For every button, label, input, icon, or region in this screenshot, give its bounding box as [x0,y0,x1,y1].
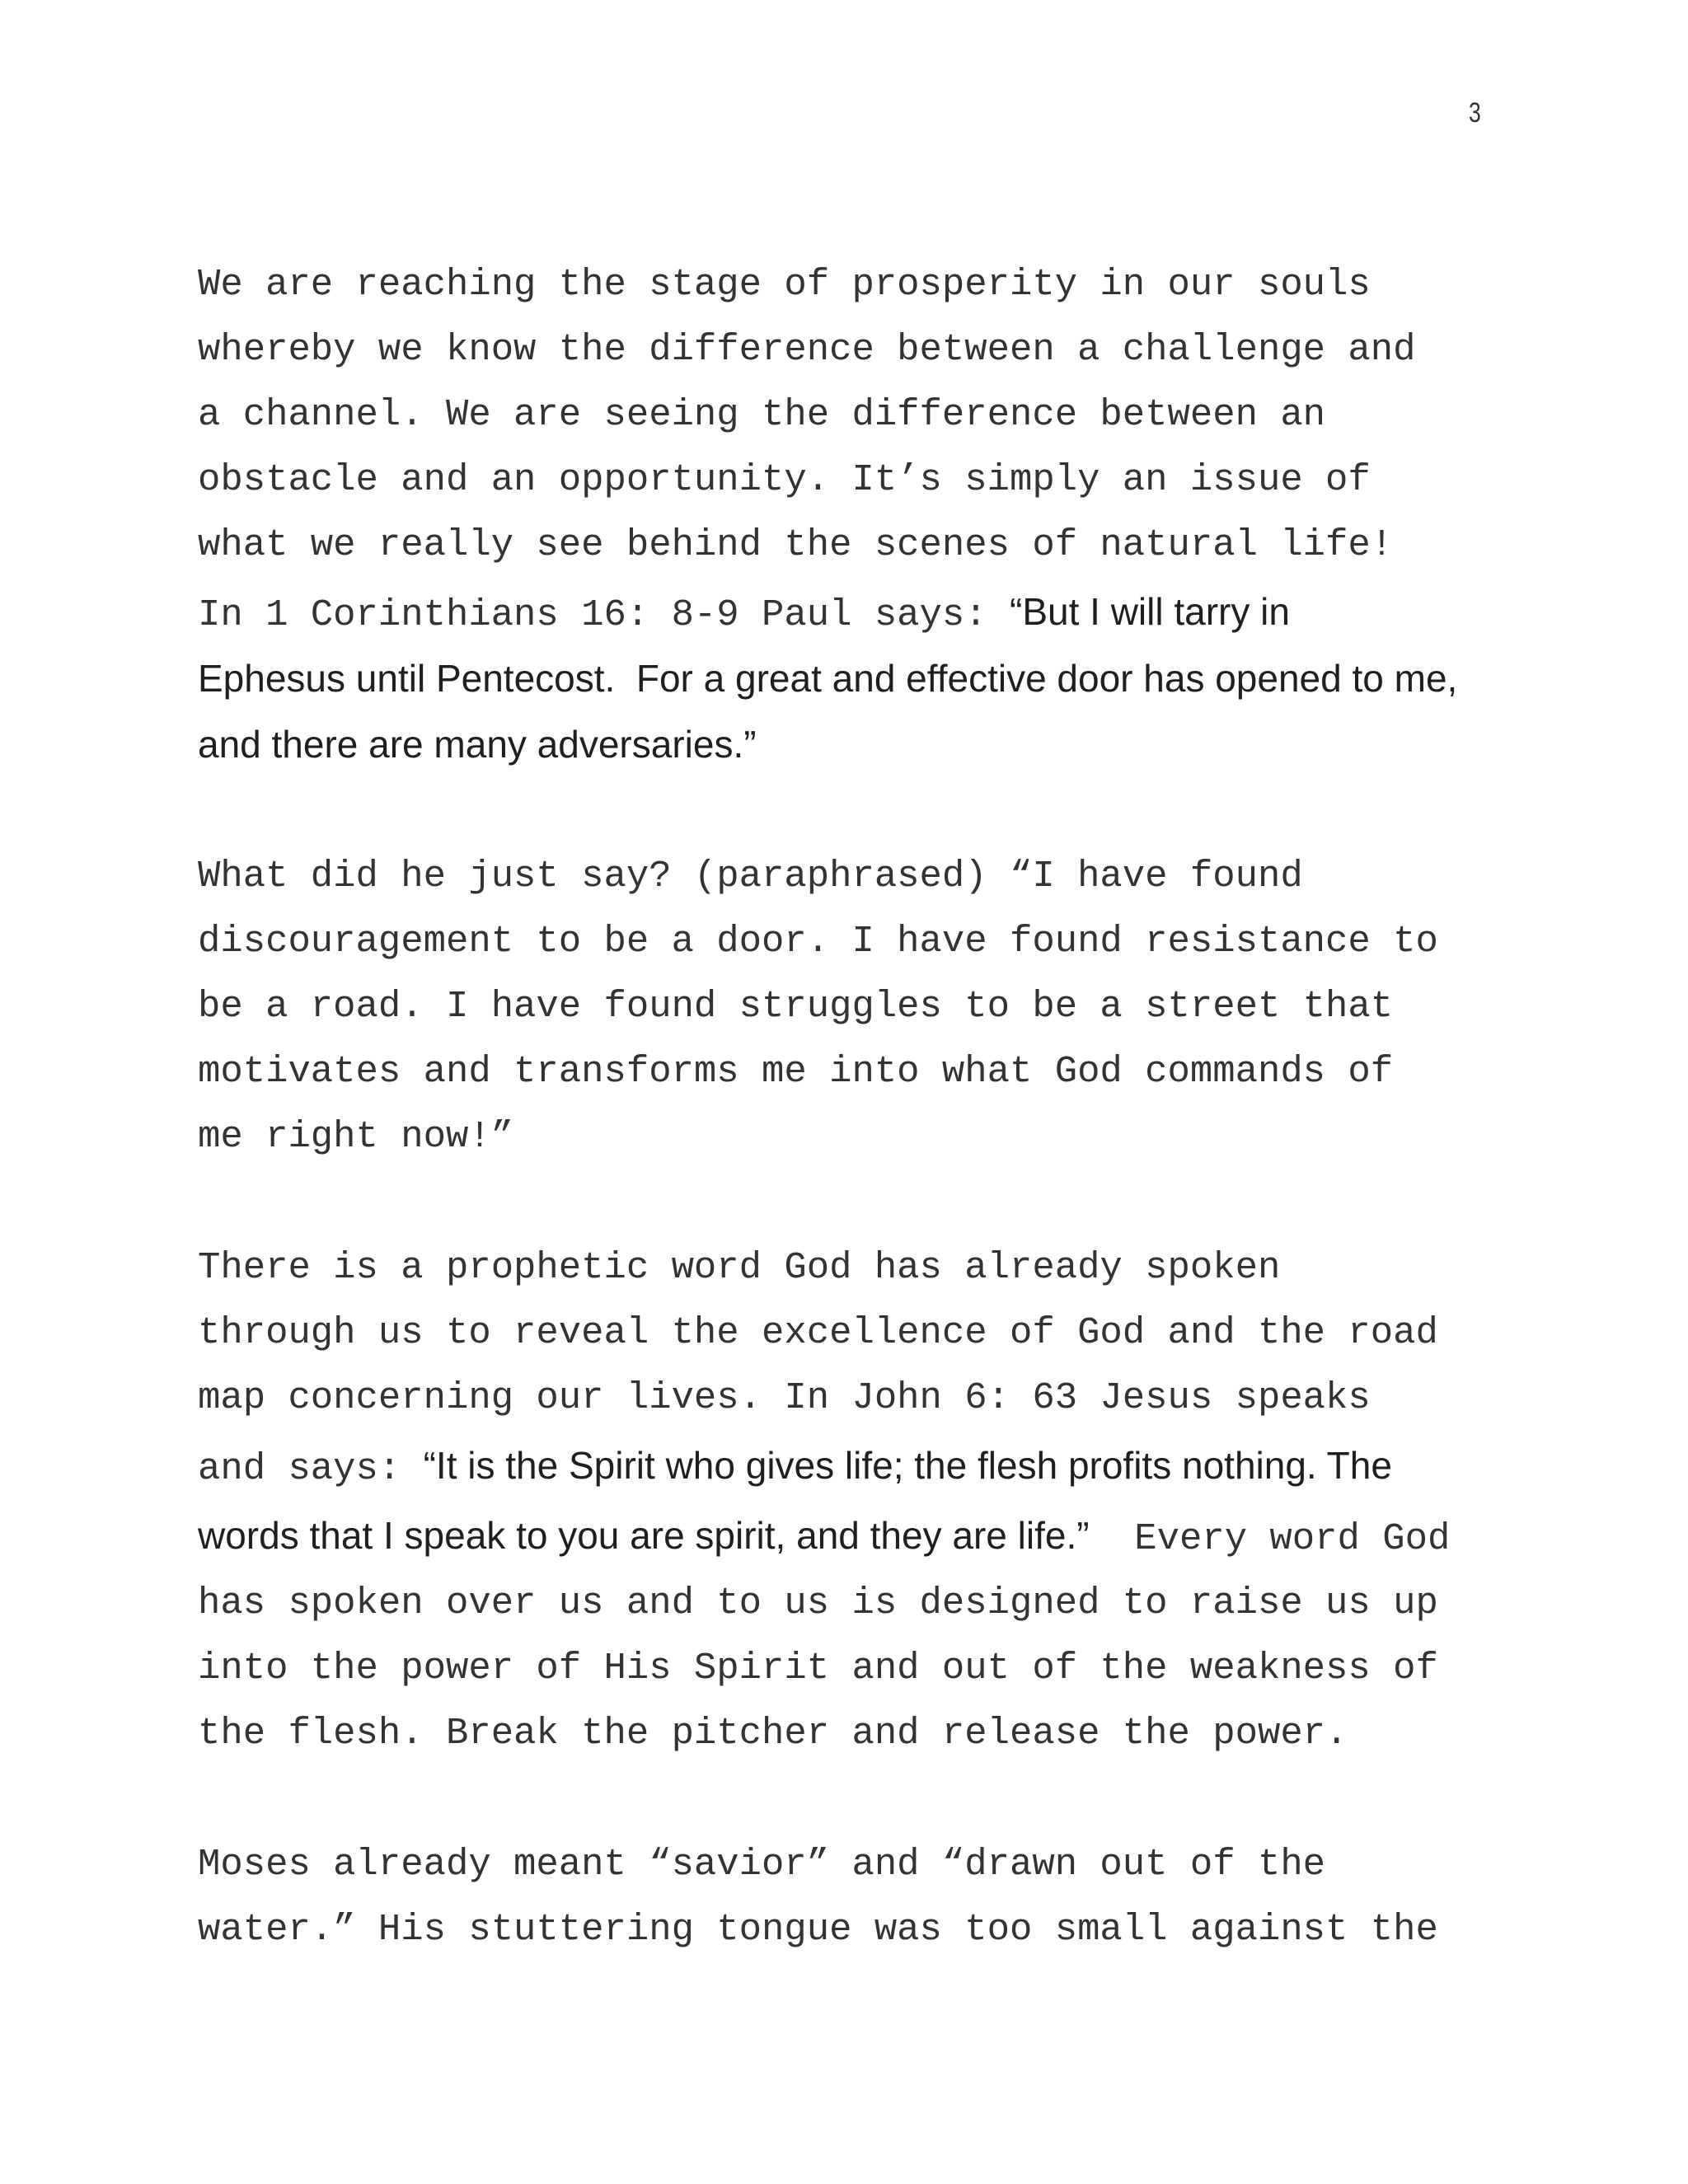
text-line: water.” His stuttering tongue was too small against the [198,1908,1438,1951]
scripture-quote: “But I will tarry in [1010,590,1290,633]
text-line: obstacle and an opportunity. It’s simply an issue of [198,458,1371,501]
text-line: what we really see behind the scenes of natural life! [198,523,1394,566]
text-line: be a road. I have found struggles to be a street that [198,985,1394,1028]
text-line: motivates and transforms me into what God commands of [198,1050,1394,1093]
text-line: There is a prophetic word God has already spoken [198,1246,1281,1289]
text-line: a channel. We are seeing the difference between an [198,393,1326,436]
text-line: into the power of His Spirit and out of the weakness of [198,1647,1438,1690]
text-line: and says: “It is the Spirit who gives life; the flesh profits nothing. The [198,1444,1392,1490]
text-line: Moses already meant “savior” and “drawn out of the [198,1843,1326,1886]
text-line: whereby we know the difference between a challenge and [198,328,1416,371]
text-line: map concerning our lives. In John 6: 63 Jesus speaks [198,1376,1371,1419]
text-line: me right now!” [198,1115,514,1158]
scripture-quote: “It is the Spirit who gives life; the flesh profits nothing. The [423,1444,1392,1487]
scripture-quote-line: and there are many adversaries.” [198,723,757,766]
text-line: has spoken over us and to us is designed to raise us up [198,1582,1438,1624]
text-line: In 1 Corinthians 16: 8-9 Paul says: “But I will tarry in [198,590,1290,636]
text-line: through us to reveal the excellence of God and the road [198,1311,1438,1354]
text-line: What did he just say? (paraphrased) “I have found [198,855,1303,898]
text-line: We are reaching the stage of prosperity in our souls [198,263,1371,306]
text-line: discouragement to be a door. I have found resistance to [198,920,1438,963]
page-number: 3 [1469,97,1481,129]
text-line: words that I speak to you are spirit, and they are life.” Every word God [198,1514,1451,1560]
scripture-quote-line: Ephesus until Pentecost. For a great and effective door has opened to me, [198,657,1458,700]
text-line: the flesh. Break the pitcher and release the power. [198,1712,1348,1755]
scripture-quote: words that I speak to you are spirit, and they are life.” [198,1514,1090,1557]
